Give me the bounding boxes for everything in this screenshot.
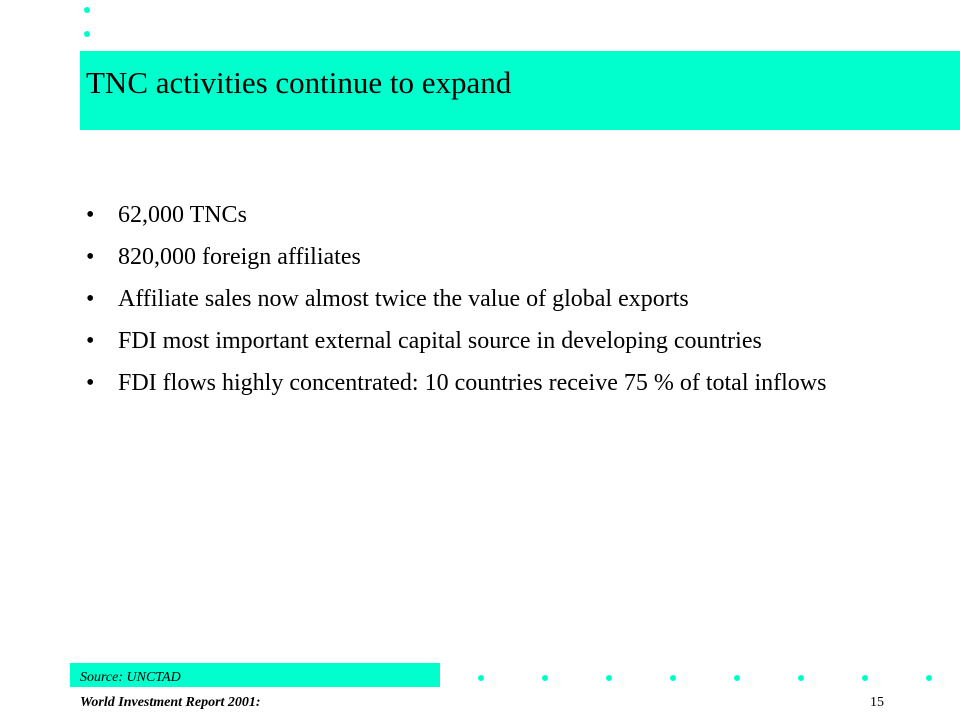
- bullet-text: Affiliate sales now almost twice the value of global exports: [118, 286, 689, 312]
- bullet-icon: •: [86, 286, 95, 312]
- bullet-text: FDI flows highly concentrated: 10 countries receive 75 % of total inflows: [118, 370, 827, 396]
- bullet-text: 62,000 TNCs: [118, 202, 247, 228]
- bullet-text: FDI most important external capital source in developing countries: [118, 328, 762, 354]
- bullet-icon: •: [86, 244, 95, 270]
- decorative-dot-icon: [798, 675, 804, 681]
- slide-title: TNC activities continue to expand: [86, 65, 512, 100]
- bullet-item: [86, 242, 886, 272]
- decorative-dot-icon: [734, 675, 740, 681]
- bullet-item: [86, 284, 886, 314]
- title-band: [80, 51, 960, 130]
- bullet-icon: •: [86, 328, 95, 354]
- page-number: 15: [870, 695, 884, 710]
- decorative-dot-icon: [478, 675, 484, 681]
- bullet-icon: •: [86, 202, 95, 228]
- decorative-dot-icon: [606, 675, 612, 681]
- footer-source: Source: UNCTAD: [80, 670, 181, 685]
- bullet-list: [86, 200, 886, 410]
- decorative-dot-icon: [926, 675, 932, 681]
- decorative-dot-icon: [862, 675, 868, 681]
- bullet-item: [86, 200, 886, 230]
- bullet-icon: •: [86, 370, 95, 396]
- bullet-item: [86, 326, 886, 356]
- decorative-dot-icon: [84, 31, 90, 37]
- footer-band: [70, 663, 440, 687]
- decorative-dot-icon: [670, 675, 676, 681]
- bullet-item: [86, 368, 886, 398]
- footer-report-title: World Investment Report 2001:: [80, 695, 261, 710]
- bullet-text: 820,000 foreign affiliates: [118, 244, 361, 270]
- decorative-dot-icon: [542, 675, 548, 681]
- decorative-dot-icon: [84, 7, 90, 13]
